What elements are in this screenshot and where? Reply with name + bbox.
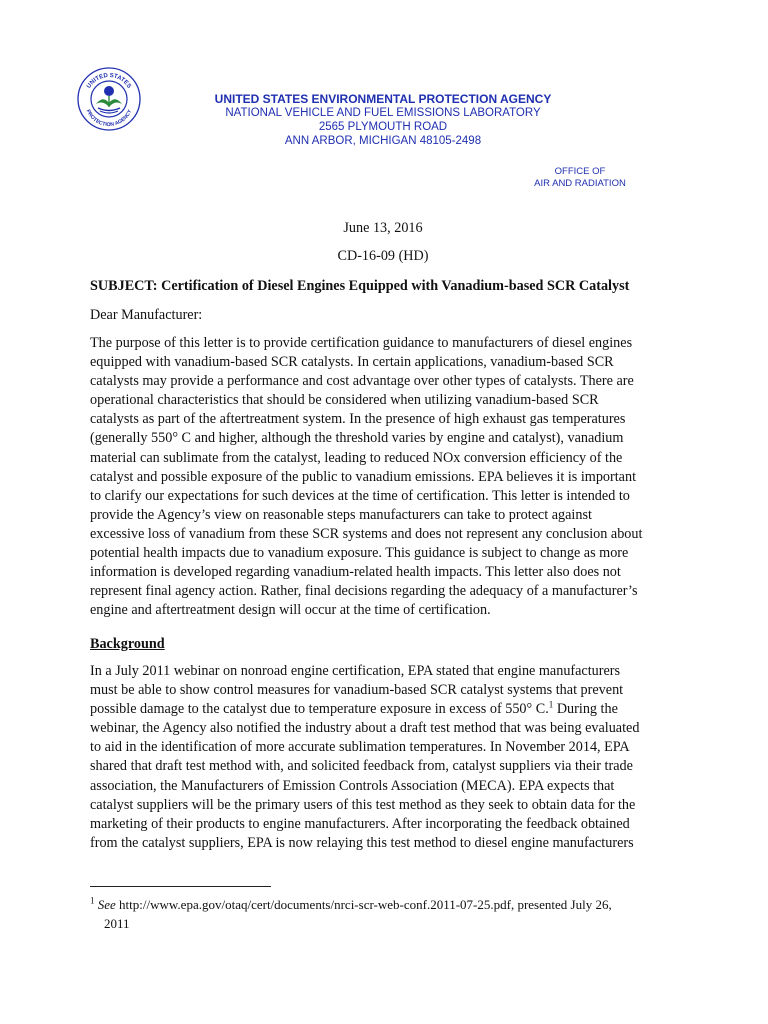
footnote-divider: [90, 886, 271, 887]
office-line-1: OFFICE OF: [554, 166, 606, 177]
text-line: catalysts may provide a performance and cost advantage over other types of catalysts. There are: [90, 373, 634, 390]
city-address: ANN ARBOR, MICHIGAN 48105-2498: [284, 135, 482, 147]
svg-text:UNITED STATES: UNITED STATES: [86, 72, 132, 90]
text-line: catalyst suppliers will be the primary users of this test method as they seek to obtain data for the: [90, 796, 636, 813]
text-line: to aid in the identification of more accurate sublimation temperatures. In November 2014, EPA: [90, 739, 630, 756]
salutation: Dear Manufacturer:: [90, 307, 203, 323]
text-line: operational characteristics that should be considered when utilizing vanadium-based SCR: [90, 392, 599, 409]
text-line: must be able to show control measures for vanadium-based SCR catalyst systems that prevent: [90, 682, 624, 699]
text-line: (generally 550° C and higher, although the threshold varies by engine and catalyst), vanadium: [90, 430, 624, 447]
text-line: association, the Manufacturers of Emission Controls Association (MECA). EPA expects that: [90, 777, 615, 794]
text-line-with-footnote: [90, 700, 670, 719]
text-line: shared that draft test method with, and solicited feedback from, catalyst suppliers via their trade: [90, 758, 633, 775]
footnote: [90, 895, 690, 933]
footnote-number: 1: [90, 895, 95, 906]
paragraph-background: [90, 662, 670, 853]
text-line: provide the Agency’s view on reasonable steps manufacturers can take to protect against: [90, 506, 592, 523]
agency-name: UNITED STATES ENVIRONMENTAL PROTECTION AGENCY: [214, 92, 552, 106]
section-heading-background: Background: [90, 636, 165, 652]
footnote-reference[interactable]: 1: [548, 699, 554, 710]
text-line: catalyst and possible exposure of the public to vanadium emissions. EPA believes it is important: [90, 468, 637, 485]
text-line: marketing of their products to engine manufacturers. After incorporating the feedback obtained: [90, 815, 630, 832]
office-block: [520, 166, 640, 189]
paragraph-purpose: [90, 334, 670, 620]
svg-text:PROTECTION AGENCY: PROTECTION AGENCY: [84, 108, 134, 129]
text-line: engine and aftertreatment design will occur at the time of certification.: [90, 602, 491, 619]
text-line: potential health impacts due to vanadium exposure. This guidance is subject to change as more: [90, 545, 629, 562]
footnote-url-text[interactable]: http://www.epa.gov/otaq/cert/documents/nrci-scr-web-conf.2011-07-25.pdf, presented July 26,: [115, 897, 612, 912]
epa-seal-logo: [76, 66, 142, 132]
letter-subject: SUBJECT: Certification of Diesel Engines Equipped with Vanadium-based SCR Catalyst: [90, 278, 630, 294]
footnote-continuation: 2011: [104, 916, 130, 931]
text-line: equipped with vanadium-based SCR catalysts. In certain applications, vanadium-based SCR: [90, 354, 614, 371]
text-segment: possible damage to the catalyst due to temperature exposure in excess of 550° C.: [90, 701, 549, 718]
footnote-see: See: [97, 897, 116, 912]
letterhead: [190, 92, 576, 148]
office-line-2: AIR AND RADIATION: [534, 177, 626, 189]
text-line: material can sublimate from the catalyst, leading to reduced NOx conversion efficiency of the: [90, 449, 623, 466]
footnote-line: [90, 895, 690, 914]
letter-reference: CD-16-09 (HD): [337, 248, 429, 264]
text-line: In a July 2011 webinar on nonroad engine certification, EPA stated that engine manufacturers: [90, 663, 621, 679]
lab-name: NATIONAL VEHICLE AND FUEL EMISSIONS LABORATORY: [225, 107, 541, 119]
text-line: to clarify our expectations for such devices at the time of certification. This letter is intended to: [90, 487, 630, 504]
text-line: represent final agency action. Rather, final decisions regarding the adequacy of a manufacturer’s: [90, 583, 638, 600]
text-line: from the catalyst suppliers, EPA is now relaying this test method to diesel engine manufacturers: [90, 834, 634, 851]
text-line: webinar, the Agency also notified the industry about a draft test method that was being evaluated: [90, 720, 640, 737]
text-line: catalysts as part of the aftertreatment system. In the presence of high exhaust gas temperatures: [90, 411, 626, 428]
text-line: The purpose of this letter is to provide certification guidance to manufacturers of diesel engines: [90, 335, 633, 351]
text-line: information is developed regarding vanadium-related health impacts. This letter also does not: [90, 564, 621, 581]
text-line: excessive loss of vanadium from these SCR systems and does not represent any conclusion about: [90, 525, 643, 542]
text-segment: During the: [553, 701, 618, 718]
epa-seal-icon: [76, 66, 142, 132]
street-address: 2565 PLYMOUTH ROAD: [318, 121, 448, 133]
letter-date: June 13, 2016: [343, 220, 423, 236]
